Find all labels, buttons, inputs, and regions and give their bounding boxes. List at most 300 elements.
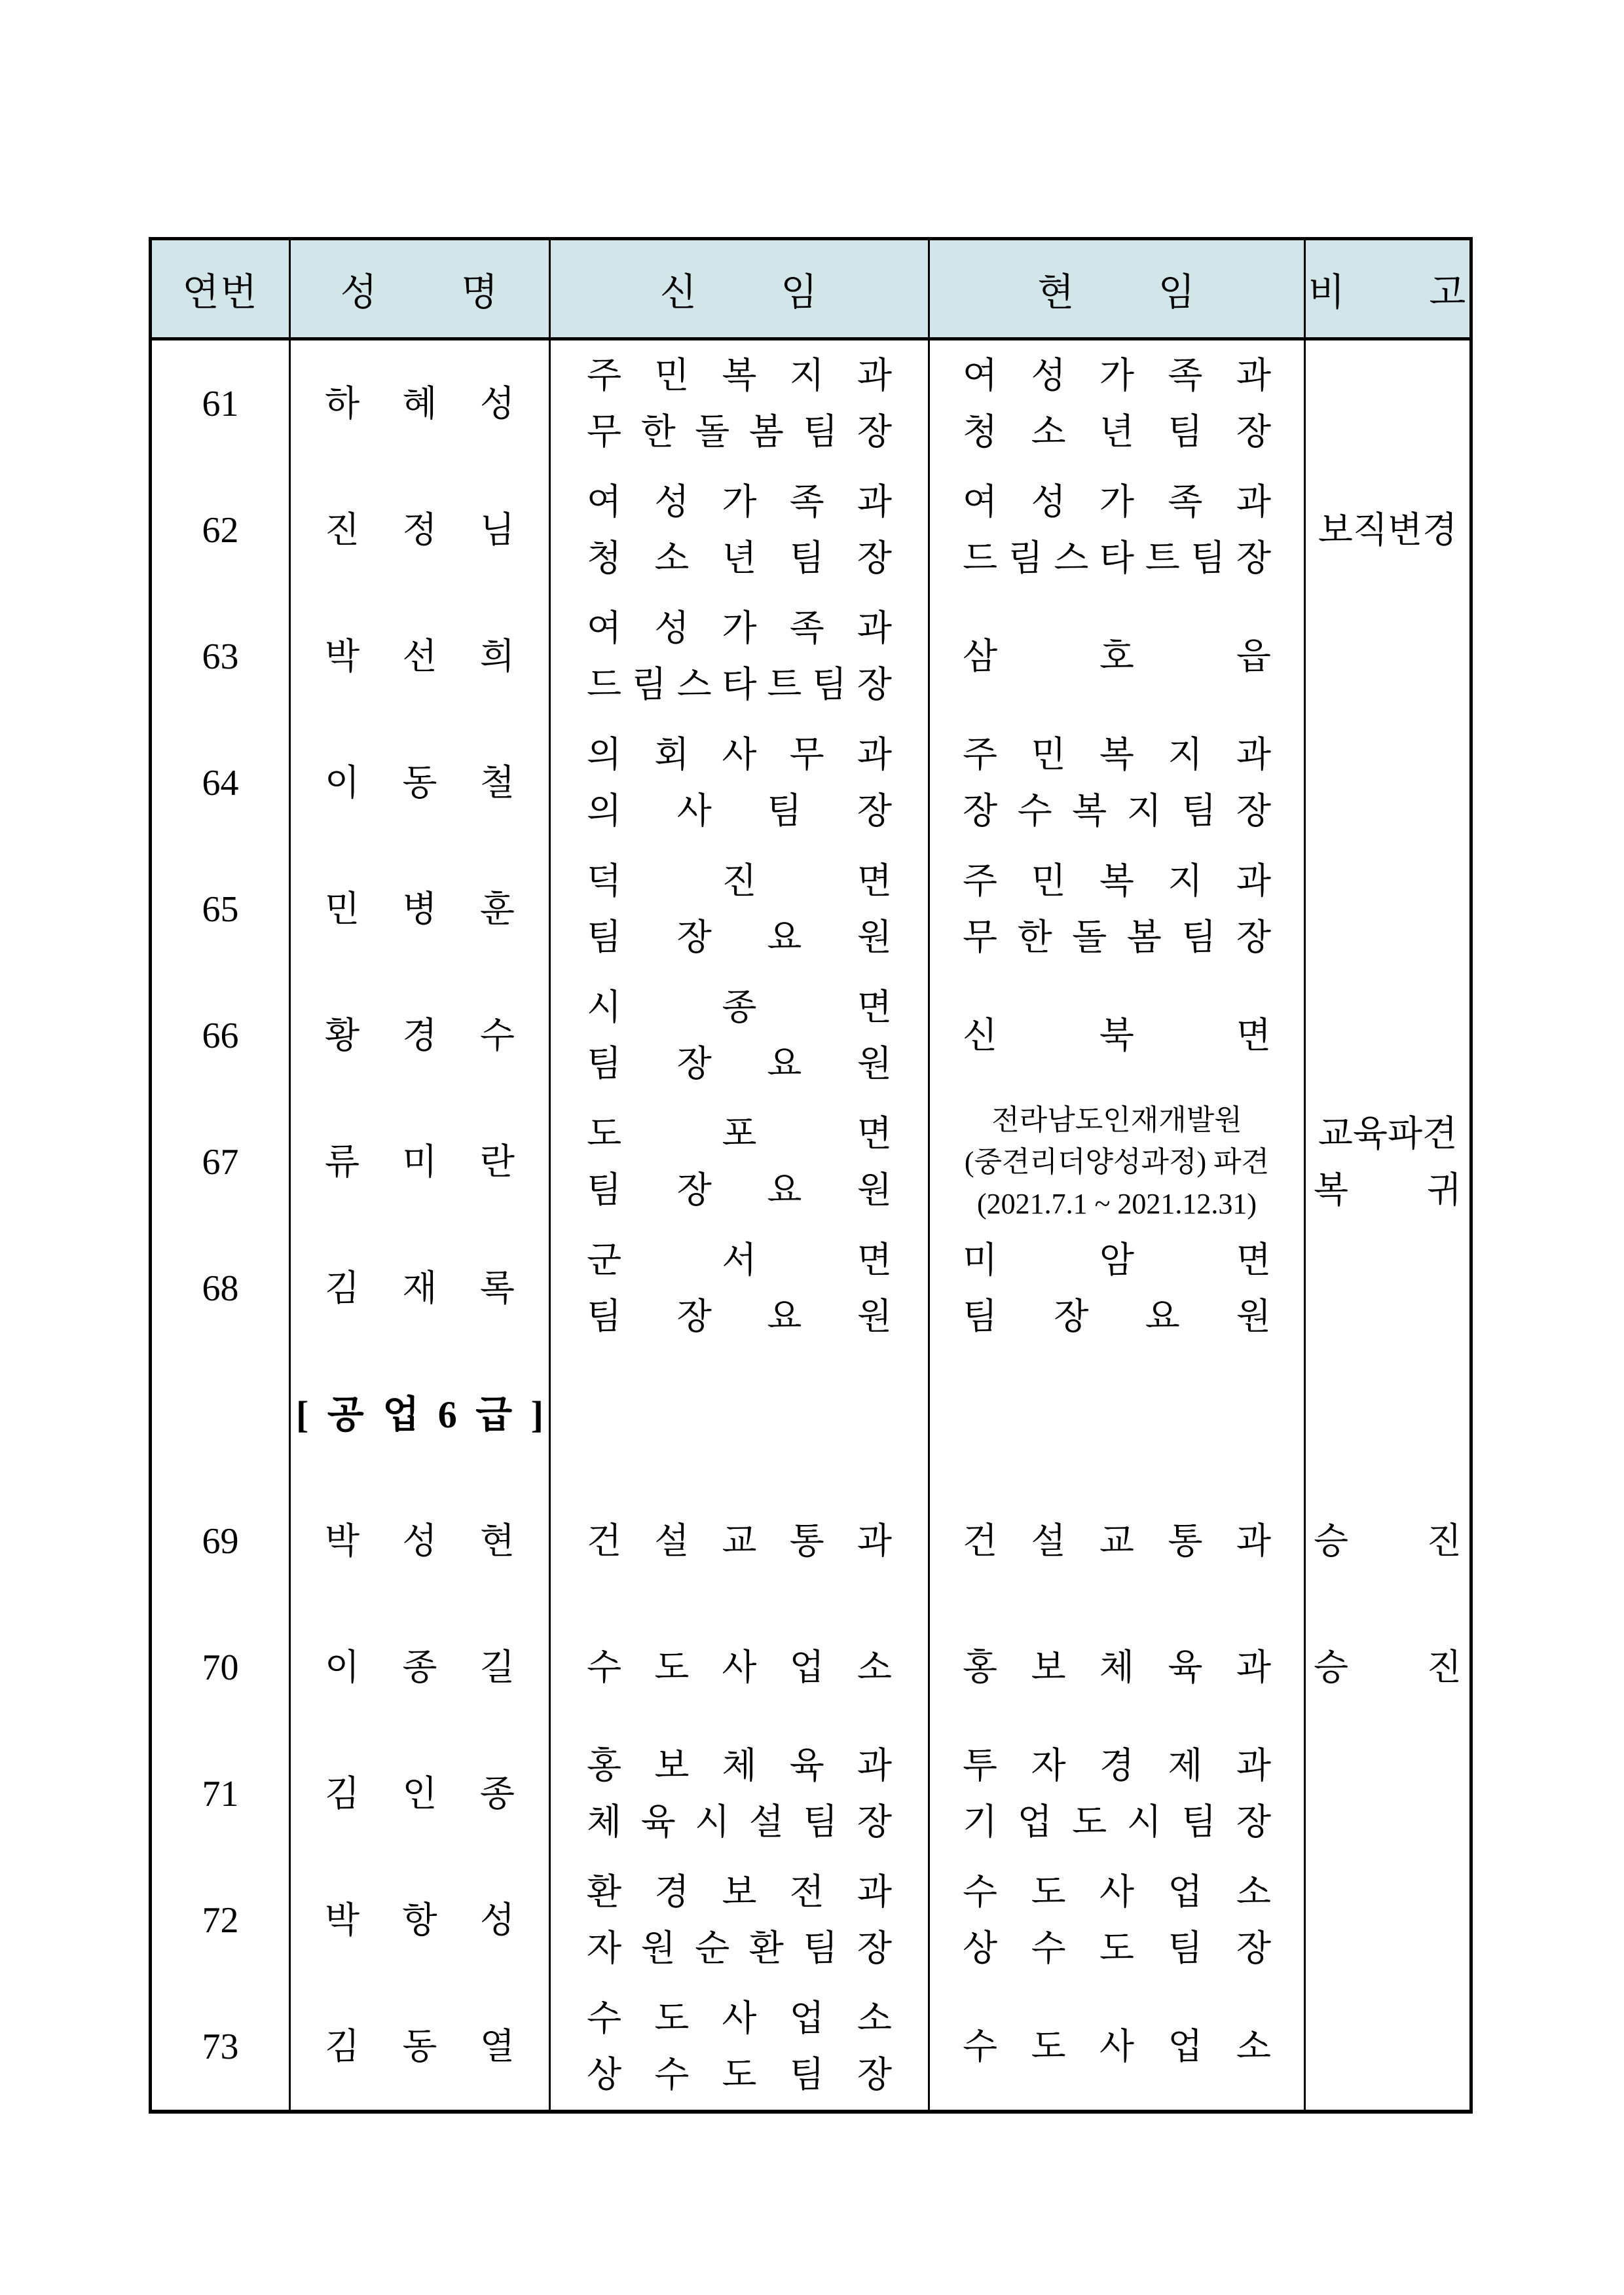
- text-token: 회: [654, 734, 690, 775]
- text-token: 동: [402, 762, 437, 803]
- cell-current-position: [930, 1857, 1306, 1983]
- text-line: (2021.7.1 ~ 2021.12.31): [976, 1187, 1257, 1220]
- text-token: 공: [327, 1393, 364, 1436]
- text-token: 보: [722, 1871, 757, 1912]
- text-token: 삼: [963, 636, 998, 676]
- text-token: 성: [654, 608, 690, 648]
- table-row: [152, 467, 1469, 593]
- text-token: 체: [722, 1745, 757, 1786]
- text-line: [930, 1232, 1304, 1289]
- text-token: 여: [963, 355, 998, 395]
- table-row: [152, 1604, 1469, 1731]
- text-token: 업: [1168, 2026, 1203, 2066]
- text-token: 장: [1236, 538, 1271, 578]
- table-header-row: [152, 240, 1469, 340]
- text-token: 교: [1099, 1520, 1135, 1561]
- cell-note: [1306, 1225, 1469, 1351]
- text-token: 훈: [479, 889, 515, 929]
- text-token: 가: [722, 608, 757, 648]
- text-token: 민: [325, 889, 360, 929]
- text-token: 시: [1126, 1801, 1162, 1842]
- table-row: [152, 972, 1469, 1099]
- text-token: 팀: [811, 664, 847, 705]
- text-line: [291, 502, 549, 559]
- cell-new-position: [551, 1351, 930, 1478]
- text-token: 철: [479, 762, 515, 803]
- text-token: 건: [963, 1520, 998, 1561]
- text-token: 신: [963, 1015, 998, 1056]
- text-token: 사: [722, 1998, 757, 2038]
- text-token: 장: [857, 1801, 892, 1842]
- text-line: [930, 1738, 1304, 1794]
- text-token: 장: [857, 1928, 892, 1968]
- cell-note: [1306, 467, 1469, 593]
- text-token: 종: [479, 1773, 515, 1814]
- text-line: [551, 727, 928, 783]
- text-token: 덕: [587, 860, 622, 901]
- text-token: 수: [1017, 790, 1052, 831]
- text-token: 보직변경: [1318, 509, 1458, 550]
- text-token: 수: [587, 1647, 622, 1687]
- header-current-position: 현 임: [930, 240, 1306, 337]
- text-line: [930, 1513, 1304, 1570]
- cell-serial: [152, 1731, 291, 1857]
- text-line: [551, 1513, 928, 1570]
- text-line: [551, 853, 928, 909]
- text-line: 62: [202, 509, 239, 551]
- text-token: 팀: [803, 1801, 838, 1842]
- text-token: 주: [963, 860, 998, 901]
- text-token: 진: [325, 509, 360, 550]
- text-token: 팀: [1181, 917, 1217, 957]
- text-token: 팀: [1190, 538, 1226, 578]
- text-line: [551, 2047, 928, 2103]
- text-token: 주: [587, 355, 622, 395]
- text-token: 족: [1168, 355, 1203, 395]
- text-line: 73: [202, 2026, 239, 2067]
- text-token: 원: [857, 1296, 892, 1336]
- cell-serial: [152, 467, 291, 593]
- cell-new-position: [551, 340, 930, 467]
- table-row: [152, 1351, 1469, 1478]
- text-token: 팀: [803, 1928, 838, 1968]
- header-name: 성 명: [291, 240, 551, 337]
- table-row: [152, 340, 1469, 467]
- text-token: 항: [402, 1900, 437, 1940]
- text-line: [551, 1036, 928, 1092]
- text-line: [551, 1991, 928, 2047]
- text-token: 년: [722, 538, 757, 578]
- cell-current-position: [930, 972, 1306, 1099]
- text-token: 시: [587, 987, 622, 1027]
- text-token: 업: [789, 1647, 824, 1687]
- text-line: [551, 783, 928, 839]
- text-token: 육: [640, 1801, 676, 1842]
- text-token: 재: [402, 1268, 437, 1308]
- text-token: 면: [857, 1113, 892, 1154]
- cell-current-position: [930, 1604, 1306, 1731]
- text-token: 족: [789, 608, 824, 648]
- text-token: 림: [631, 664, 667, 705]
- text-line: [551, 1864, 928, 1920]
- text-token: 면: [1236, 1239, 1271, 1280]
- text-token: 과: [1236, 1745, 1271, 1786]
- text-token: 한: [1017, 917, 1052, 957]
- cell-new-position: [551, 1225, 930, 1351]
- text-token: 자: [1031, 1745, 1066, 1786]
- table-row: [152, 720, 1469, 846]
- text-token: 선: [402, 636, 437, 676]
- text-token: 육: [789, 1745, 824, 1786]
- text-token: 수: [587, 1998, 622, 2038]
- text-token: 성: [479, 383, 515, 424]
- text-token: 김: [325, 1773, 360, 1814]
- text-token: 업: [382, 1393, 420, 1436]
- cell-note: [1306, 1857, 1469, 1983]
- cell-current-position: [930, 720, 1306, 846]
- text-line: [551, 1794, 928, 1850]
- text-token: 지: [1126, 790, 1162, 831]
- cell-name: [291, 846, 551, 972]
- text-token: 의: [587, 790, 622, 831]
- text-token: 성: [479, 1900, 515, 1940]
- text-line: [1306, 1640, 1469, 1696]
- text-token: 보: [1031, 1647, 1066, 1687]
- text-token: 수: [654, 2054, 690, 2095]
- text-line: 67: [202, 1141, 239, 1183]
- text-token: 족: [1168, 481, 1203, 522]
- cell-name: [291, 972, 551, 1099]
- text-token: 지: [789, 355, 824, 395]
- text-token: 봄: [748, 411, 784, 452]
- text-token: 통: [789, 1520, 824, 1561]
- text-token: 돌: [1072, 917, 1107, 957]
- text-token: 사: [676, 790, 712, 831]
- text-token: 사: [1099, 2026, 1135, 2066]
- text-token: 장: [1236, 917, 1271, 957]
- text-line: [930, 783, 1304, 839]
- cell-serial: [152, 846, 291, 972]
- text-token: 팀: [587, 1043, 622, 1084]
- text-token: 팀: [1181, 790, 1217, 831]
- cell-name: [291, 1604, 551, 1731]
- text-line: [930, 909, 1304, 966]
- text-token: 정: [402, 509, 437, 550]
- table-row: [152, 846, 1469, 972]
- text-line: (중견리더양성과정) 파견: [964, 1145, 1270, 1178]
- text-token: 장: [1236, 411, 1271, 452]
- text-token: 장: [963, 790, 998, 831]
- text-token: 민: [1031, 860, 1066, 901]
- text-token: 설: [1031, 1520, 1066, 1561]
- text-token: 봄: [1126, 917, 1162, 957]
- text-token: 장: [1054, 1296, 1089, 1336]
- text-token: 소: [1236, 2026, 1271, 2066]
- text-token: 소: [857, 1647, 892, 1687]
- cell-serial: [152, 1478, 291, 1604]
- text-token: 장: [676, 1043, 712, 1084]
- cell-current-position: [930, 846, 1306, 972]
- text-token: 원: [857, 917, 892, 957]
- text-token: 성: [1031, 355, 1066, 395]
- text-token: 업: [789, 1998, 824, 2038]
- cell-name: [291, 1478, 551, 1604]
- text-token: 드: [587, 664, 622, 705]
- cell-serial: [152, 1983, 291, 2110]
- text-token: 팀: [789, 538, 824, 578]
- cell-new-position: [551, 1857, 930, 1983]
- text-token: 요: [767, 1043, 802, 1084]
- text-token: 교육파견: [1318, 1113, 1458, 1154]
- text-line: [291, 376, 549, 432]
- table-row: [152, 593, 1469, 720]
- text-line: [930, 1289, 1304, 1345]
- cell-note: [1306, 1099, 1469, 1225]
- text-token: 면: [857, 987, 892, 1027]
- text-token: 진: [722, 860, 757, 901]
- text-line: [291, 1892, 549, 1949]
- text-line: [551, 1232, 928, 1289]
- text-line: [291, 1766, 549, 1822]
- text-token: 장: [857, 790, 892, 831]
- text-token: 팀: [963, 1296, 998, 1336]
- text-line: [551, 530, 928, 587]
- text-token: 김: [325, 2026, 360, 2066]
- text-token: 투: [963, 1745, 998, 1786]
- text-token: 장: [1236, 790, 1271, 831]
- cell-serial: [152, 1604, 291, 1731]
- text-line: 61: [202, 383, 239, 424]
- text-token: 복: [1314, 1169, 1349, 1210]
- cell-new-position: [551, 1099, 930, 1225]
- text-line: [930, 1864, 1304, 1920]
- text-token: 팀: [1168, 411, 1203, 452]
- text-token: 승: [1314, 1647, 1349, 1687]
- text-token: 김: [325, 1268, 360, 1308]
- text-token: 무: [963, 917, 998, 957]
- text-token: 귀: [1426, 1169, 1462, 1210]
- section-heading: [291, 1387, 549, 1443]
- text-token: 이: [325, 762, 360, 803]
- text-token: 과: [1236, 734, 1271, 775]
- text-token: 지: [1168, 860, 1203, 901]
- cell-name: [291, 593, 551, 720]
- text-token: 장: [1236, 1928, 1271, 1968]
- text-token: 포: [722, 1113, 757, 1154]
- text-token: 순: [695, 1928, 730, 1968]
- text-token: 년: [1099, 411, 1135, 452]
- cell-new-position: [551, 1731, 930, 1857]
- text-line: 68: [202, 1268, 239, 1309]
- text-token: 인: [402, 1773, 437, 1814]
- text-token: 지: [1168, 734, 1203, 775]
- text-token: 여: [963, 481, 998, 522]
- text-token: 님: [479, 509, 515, 550]
- cell-new-position: [551, 1478, 930, 1604]
- text-token: 장: [857, 2054, 892, 2095]
- text-token: 소: [1031, 411, 1066, 452]
- text-token: 요: [767, 1296, 802, 1336]
- cell-name: [291, 1351, 551, 1478]
- text-line: 전라남도인재개발원: [991, 1103, 1242, 1136]
- text-line: [930, 1794, 1304, 1850]
- cell-serial: [152, 1857, 291, 1983]
- cell-name: [291, 1983, 551, 2110]
- text-line: [291, 755, 549, 811]
- cell-current-position: [930, 340, 1306, 467]
- text-line: [930, 530, 1304, 587]
- text-token: 트: [767, 664, 802, 705]
- text-token: 트: [1145, 538, 1180, 578]
- text-token: 타: [1099, 538, 1135, 578]
- text-token: 도: [722, 2054, 757, 2095]
- cell-name: [291, 340, 551, 467]
- text-token: 도: [654, 1998, 690, 2038]
- text-token: 팀: [1168, 1928, 1203, 1968]
- text-token: 체: [587, 1801, 622, 1842]
- text-token: 홍: [963, 1647, 998, 1687]
- text-token: 황: [325, 1015, 360, 1056]
- text-token: 과: [1236, 1647, 1271, 1687]
- text-token: 란: [479, 1141, 515, 1182]
- text-line: [551, 348, 928, 404]
- cell-note: [1306, 340, 1469, 467]
- text-line: [551, 1920, 928, 1977]
- text-token: 희: [479, 636, 515, 676]
- text-token: 팀: [789, 2054, 824, 2095]
- cell-note: [1306, 593, 1469, 720]
- text-line: [930, 1008, 1304, 1064]
- text-token: 팀: [587, 917, 622, 957]
- text-token: 하: [325, 383, 360, 424]
- text-token: 사: [1099, 1871, 1135, 1912]
- text-token: 요: [767, 917, 802, 957]
- text-token: 상: [587, 2054, 622, 2095]
- cell-current-position: [930, 593, 1306, 720]
- text-token: 면: [1236, 1015, 1271, 1056]
- text-token: 팀: [803, 411, 838, 452]
- cell-serial: [152, 972, 291, 1099]
- text-token: 병: [402, 889, 437, 929]
- text-token: 도: [1099, 1928, 1135, 1968]
- text-line: [1306, 1106, 1469, 1162]
- cell-serial: [152, 593, 291, 720]
- text-token: 동: [402, 2026, 437, 2066]
- text-token: 원: [640, 1928, 676, 1968]
- text-token: 미: [402, 1141, 437, 1182]
- text-line: 72: [202, 1900, 239, 1941]
- text-token: 가: [1099, 481, 1135, 522]
- text-line: [930, 727, 1304, 783]
- text-token: 도: [1031, 2026, 1066, 2066]
- text-token: 읍: [1236, 636, 1271, 676]
- text-token: 무: [789, 734, 824, 775]
- cell-name: [291, 1225, 551, 1351]
- text-token: 급: [475, 1393, 513, 1436]
- text-token: 과: [1236, 1520, 1271, 1561]
- text-token: 육: [1168, 1647, 1203, 1687]
- text-token: 과: [857, 1871, 892, 1912]
- table-row: [152, 1857, 1469, 1983]
- text-token: 환: [748, 1928, 784, 1968]
- cell-new-position: [551, 1604, 930, 1731]
- cell-current-position: [930, 1225, 1306, 1351]
- text-token: 무: [587, 411, 622, 452]
- cell-note: [1306, 720, 1469, 846]
- text-line: [930, 404, 1304, 460]
- text-token: 업: [1017, 1801, 1052, 1842]
- text-token: 장: [857, 664, 892, 705]
- text-token: 승: [1314, 1520, 1349, 1561]
- text-line: [930, 474, 1304, 530]
- text-token: 사: [722, 734, 757, 775]
- text-token: 록: [479, 1268, 515, 1308]
- text-token: 스: [1054, 538, 1089, 578]
- cell-new-position: [551, 467, 930, 593]
- text-token: 류: [325, 1141, 360, 1182]
- text-token: 복: [1099, 734, 1135, 775]
- text-token: 드: [963, 538, 998, 578]
- text-token: 진: [1426, 1647, 1462, 1687]
- text-line: [551, 657, 928, 713]
- text-token: 상: [963, 1928, 998, 1968]
- text-line: [551, 1162, 928, 1219]
- text-token: 팀: [767, 790, 802, 831]
- text-token: 경: [402, 1015, 437, 1056]
- text-token: 청: [963, 411, 998, 452]
- text-token: 돌: [695, 411, 730, 452]
- cell-name: [291, 1099, 551, 1225]
- text-token: 장: [676, 917, 712, 957]
- text-token: 장: [857, 538, 892, 578]
- text-token: 타: [722, 664, 757, 705]
- text-line: 64: [202, 762, 239, 803]
- text-token: 자: [587, 1928, 622, 1968]
- text-token: 복: [1072, 790, 1107, 831]
- text-line: [930, 2019, 1304, 2075]
- table-row: [152, 1225, 1469, 1351]
- text-token: 도: [1072, 1801, 1107, 1842]
- text-token: 장: [1236, 1801, 1271, 1842]
- text-token: 암: [1099, 1239, 1135, 1280]
- text-token: 도: [587, 1113, 622, 1154]
- text-token: 호: [1099, 636, 1135, 676]
- cell-new-position: [551, 1983, 930, 2110]
- text-token: 소: [857, 1998, 892, 2038]
- cell-note: [1306, 1731, 1469, 1857]
- text-line: [930, 629, 1304, 685]
- header-new-position: 신 임: [551, 240, 930, 337]
- cell-new-position: [551, 720, 930, 846]
- text-token: 혜: [402, 383, 437, 424]
- text-token: 수: [963, 2026, 998, 2066]
- text-token: 민: [1031, 734, 1066, 775]
- table-row: [152, 1731, 1469, 1857]
- cell-note: [1306, 1604, 1469, 1731]
- text-token: 전: [789, 1871, 824, 1912]
- cell-serial: [152, 720, 291, 846]
- text-token: 한: [640, 411, 676, 452]
- text-token: 복: [722, 355, 757, 395]
- text-line: [930, 1640, 1304, 1696]
- text-line: [291, 1260, 549, 1317]
- text-token: 수: [1031, 1928, 1066, 1968]
- text-token: ]: [530, 1393, 544, 1436]
- text-token: 복: [1099, 860, 1135, 901]
- table-row: [152, 1478, 1469, 1604]
- cell-serial: [152, 340, 291, 467]
- text-token: 민: [654, 355, 690, 395]
